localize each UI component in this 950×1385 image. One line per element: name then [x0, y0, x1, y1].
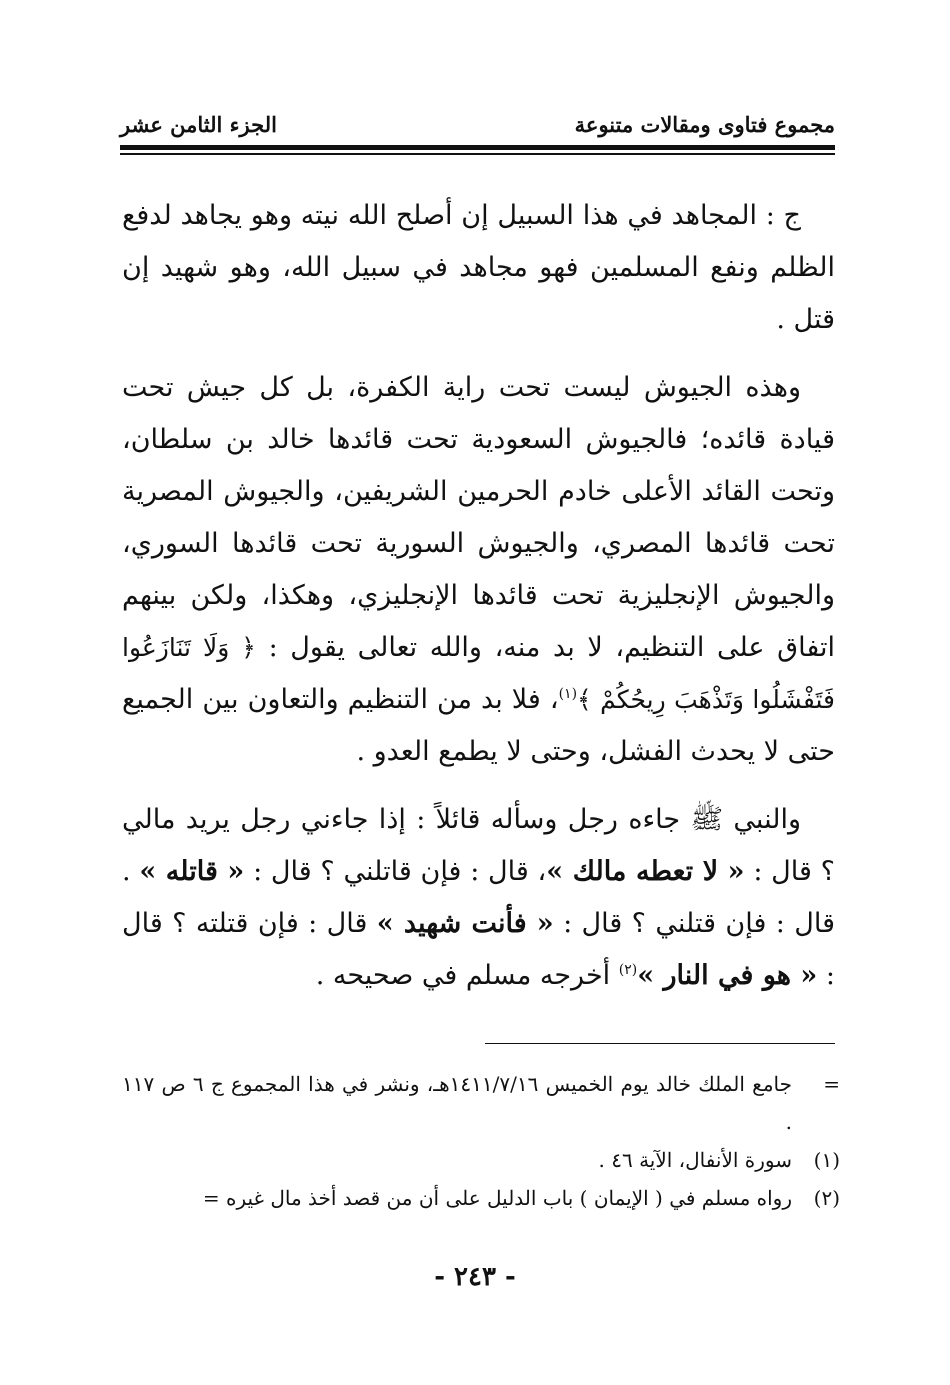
running-header	[120, 112, 835, 142]
hadith-quote-1: « لا تعطه مالك »	[546, 856, 745, 887]
header-rule-thin	[120, 153, 835, 155]
hadith-text-1: والنبي ﷺ جاءه رجل وسأله قائلاً : إذا جاءني رجل يريد مالي ؟ قال :	[122, 804, 835, 887]
footnote-mark: =	[823, 1072, 840, 1096]
paragraph-hadith	[122, 794, 835, 1002]
hadith-text-2: ، قال : فإن قاتلني ؟ قال :	[253, 856, 547, 887]
footnote-text: جامع الملك خالد يوم الخميس ١٤١١/٧/١٦هـ، ونشر في هذا المجموع ج ٦ ص ١١٧ .	[122, 1072, 792, 1134]
hadith-quote-4: « هو في النار »	[637, 960, 818, 991]
main-text	[122, 190, 835, 1002]
footnote-separator	[485, 1043, 835, 1044]
armies-text: وهذه الجيوش ليست تحت راية الكفرة، بل كل جيش تحت قيادة قائده؛ فالجيوش السعودية تحت قائدها خالد بن سلطان، وتحت القائد الأعلى خادم الحرمين الشريفين، والجيوش المصرية تحت قائدها المصري، والجيوش السورية تحت قائدها السوري، والجيوش الإنجليزية تحت قائدها الإنجليزي، وهكذا، ولكن بينهم اتفاق على التنظيم، لا بد منه، والله تعالى يقول :	[122, 372, 836, 663]
book-title: مجموع فتاوى ومقالات متنوعة	[574, 112, 835, 137]
footnote-mark: (١)	[813, 1148, 840, 1172]
footnote-2	[122, 1179, 840, 1217]
volume-label: الجزء الثامن عشر	[120, 112, 277, 137]
armies-text-end: ، فلا بد من التنظيم والتعاون بين الجميع حتى لا يحدث الفشل، وحتى لا يطمع العدو .	[122, 684, 835, 767]
page-number: - ٢٤٣ -	[434, 1262, 516, 1292]
footnotes	[122, 1065, 840, 1217]
paragraph-armies	[122, 362, 835, 778]
hadith-quote-3: « فأنت شهيد »	[376, 908, 554, 939]
paragraph-answer	[122, 190, 835, 346]
hadith-text-3: . قال : فإن قتلني ؟ قال :	[122, 856, 835, 939]
footnote-ref-1: (١)	[558, 686, 578, 702]
footnote-ref-2: (٢)	[618, 962, 638, 978]
paragraph-answer-text: ج : المجاهد في هذا السبيل إن أصلح الله نيته وهو يجاهد لدفع الظلم ونفع المسلمين فهو مجاهد في سبيل الله، وهو شهيد إن قتل .	[122, 200, 835, 335]
footnote-text: سورة الأنفال، الآية ٤٦ .	[598, 1148, 792, 1172]
hadith-text-5: أخرجه مسلم في صحيحه .	[315, 960, 611, 991]
quran-verse: ﴿ وَلَا تَنَازَعُوا فَتَفْشَلُوا وَتَذْهَبَ رِيحُكُمْ ﴾	[122, 633, 835, 714]
footnote-continued	[122, 1065, 840, 1141]
footnote-text: رواه مسلم في ( الإيمان ) باب الدليل على أن من قصد أخذ مال غيره =	[202, 1186, 792, 1210]
hadith-quote-2: « قاتله »	[139, 856, 245, 887]
header-rule-thick	[120, 145, 835, 150]
footnote-mark: (٢)	[813, 1186, 840, 1210]
footnote-1	[122, 1141, 840, 1179]
hadith-text-4: قال : فإن قتلته ؟ قال :	[122, 908, 835, 991]
